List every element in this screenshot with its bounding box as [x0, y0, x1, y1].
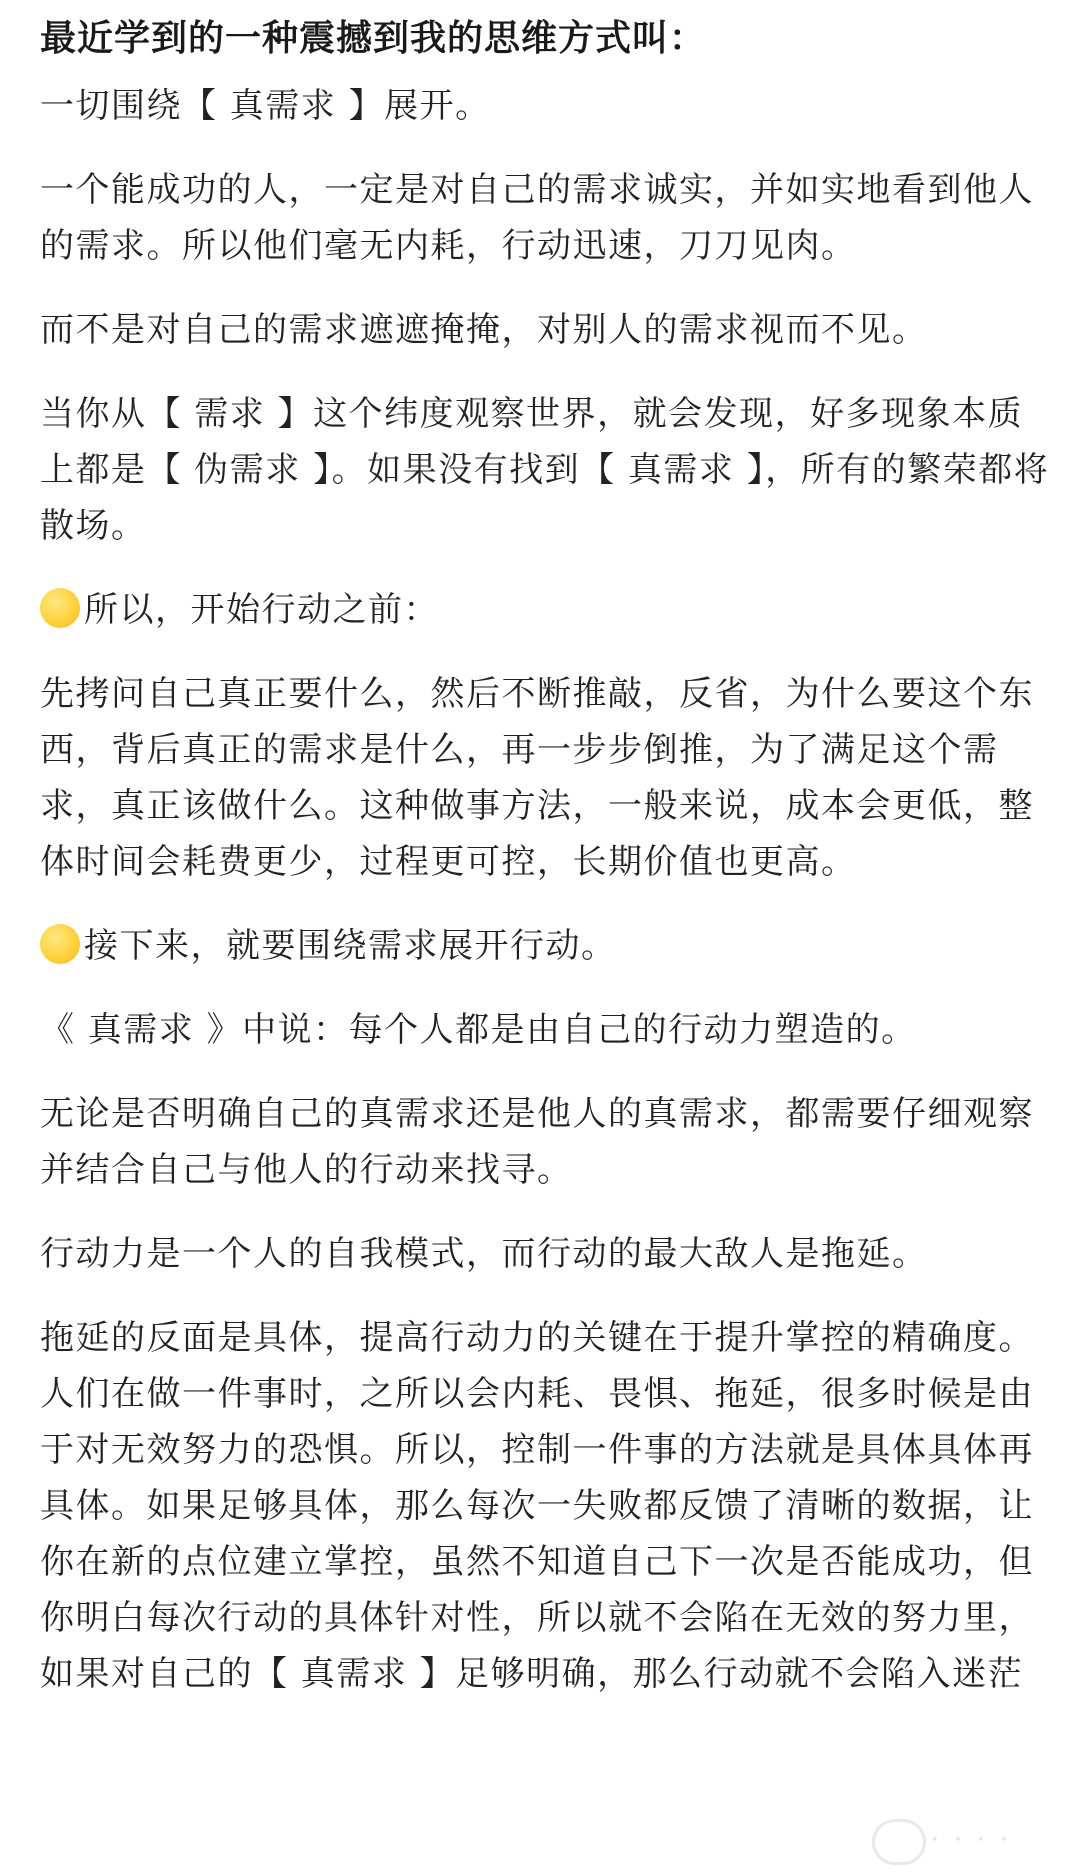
- paragraph-5: [40, 582, 1050, 638]
- article-title: 最近学到的一种震撼到我的思维方式叫：: [40, 18, 707, 59]
- paragraph-2: 一个能成功的人，一定是对自己的需求诚实，并如实地看到他人的需求。所以他们毫无内耗，行动迅速，刀刀见肉。: [40, 170, 1034, 266]
- yellow-circle-icon: [40, 588, 80, 628]
- yellow-circle-icon: [40, 924, 80, 964]
- paragraph-5-text: 所以，开始行动之前：: [84, 590, 439, 630]
- paragraph-11: 拖延的反面是具体，提高行动力的关键在于提升掌控的精确度。人们在做一件事时，之所以会内耗、畏惧、拖延，很多时候是由于对无效努力的恐惧。所以，控制一件事的方法就是具体具体再具体。如果足够具体，那么每次一失败都反馈了清晰的数据，让你在新的点位建立掌控，虽然不知道自己下一次是否能成功，但你明白每次行动的具体针对性，所以就不会陷在无效的努力里，如果对自己的【 真需求 】足够明确，那么行动就不会陷入迷茫: [40, 1318, 1034, 1694]
- watermark-logo-icon: [872, 1819, 926, 1865]
- paragraph-8: 《 真需求 》中说：每个人都是由自己的行动力塑造的。: [40, 1010, 917, 1050]
- paragraph-7: [40, 918, 1050, 974]
- watermark-text: · · · ·: [930, 1822, 1011, 1857]
- paragraph-1: 一切围绕【 真需求 】展开。: [40, 86, 491, 126]
- paragraph-10: 行动力是一个人的自我模式，而行动的最大敌人是拖延。: [40, 1234, 928, 1274]
- paragraph-9: 无论是否明确自己的真需求还是他人的真需求，都需要仔细观察并结合自己与他人的行动来找寻。: [40, 1094, 1034, 1190]
- paragraph-4: 当你从【 需求 】这个纬度观察世界，就会发现，好多现象本质上都是【 伪需求 】。如果没有找到【 真需求 】，所有的繁荣都将散场。: [40, 394, 1050, 546]
- paragraph-3: 而不是对自己的需求遮遮掩掩，对别人的需求视而不见。: [40, 310, 928, 350]
- paragraph-6: 先拷问自己真正要什么，然后不断推敲，反省，为什么要这个东西，背后真正的需求是什么，再一步步倒推，为了满足这个需求，真正该做什么。这种做事方法，一般来说，成本会更低，整体时间会耗费更少，过程更可控，长期价值也更高。: [40, 674, 1034, 882]
- article: [40, 0, 1050, 1702]
- paragraph-7-text: 接下来，就要围绕需求展开行动。: [84, 926, 617, 966]
- watermark: [872, 1813, 1062, 1867]
